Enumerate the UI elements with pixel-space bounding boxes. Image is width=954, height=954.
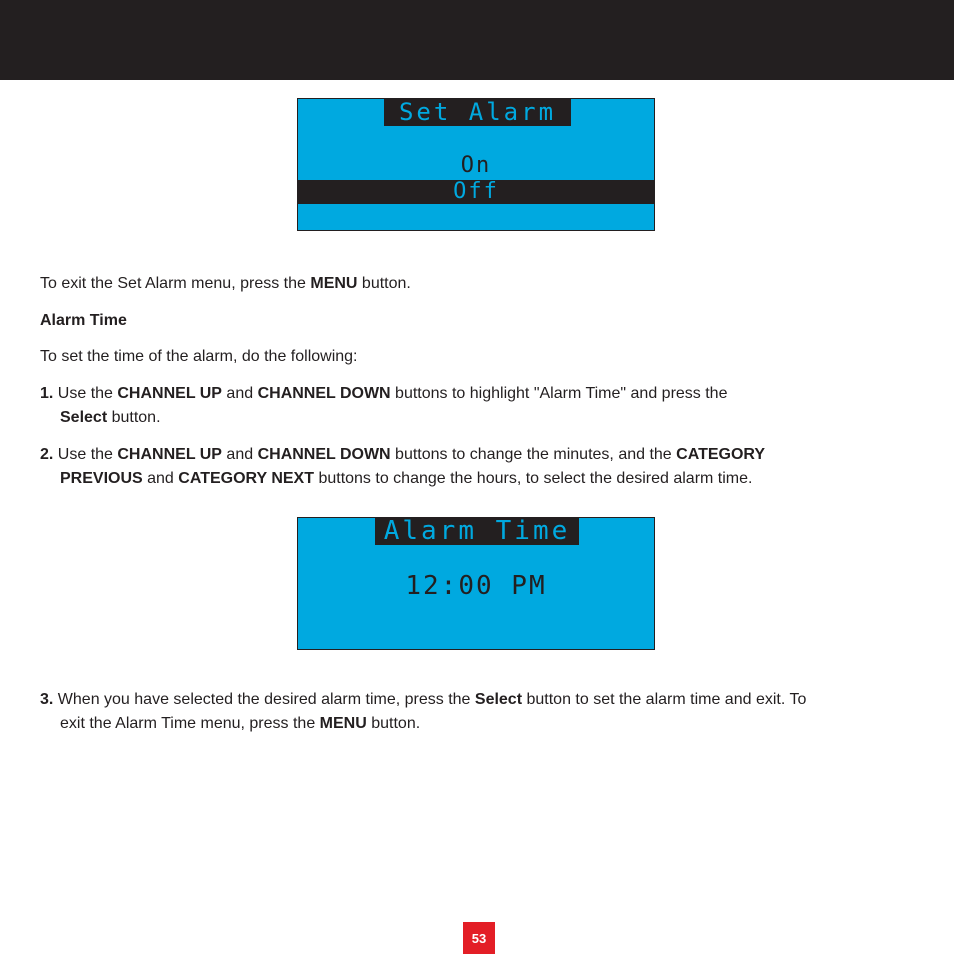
header-bar — [0, 0, 954, 80]
section-heading: Alarm Time — [40, 312, 127, 329]
exit-instruction: To exit the Set Alarm menu, press the MENU button. — [40, 275, 411, 292]
alarm-time-display — [297, 517, 655, 650]
option-off-selected: Off — [298, 180, 654, 204]
step-2: 2. Use the CHANNEL UP and CHANNEL DOWN buttons to change the minutes, and the CATEGORY PREVIOUS and CATEGORY NEXT buttons to change the hours, to select the desired alarm time. — [40, 446, 766, 487]
display-title: Set Alarm — [384, 98, 571, 126]
alarm-time-value: 12:00 PM — [405, 571, 547, 601]
option-on: On — [460, 153, 492, 178]
step-1: 1. Use the CHANNEL UP and CHANNEL DOWN buttons to highlight "Alarm Time" and press the Select button. — [40, 385, 728, 426]
set-alarm-display — [297, 98, 655, 231]
display-title: Alarm Time — [375, 517, 579, 545]
step-3: 3. When you have selected the desired alarm time, press the Select button to set the alarm time and exit. To exit the Alarm Time menu, press the MENU button. — [40, 691, 807, 732]
page-number: 53 — [463, 922, 495, 954]
intro-text: To set the time of the alarm, do the following: — [40, 348, 358, 365]
